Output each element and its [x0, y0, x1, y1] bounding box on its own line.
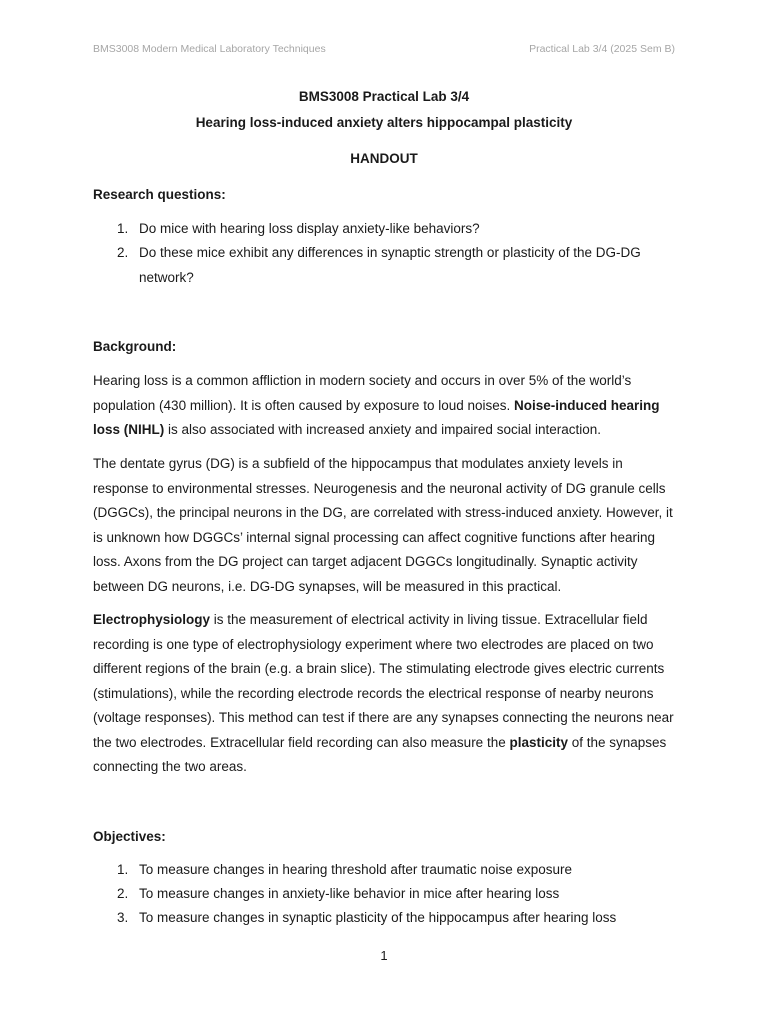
- paragraph-text: is the measurement of electrical activity in living tissue. Extracellular field recording is one type of electrophysiology experiment where two electrodes are placed on two different regions of the brain (e.g. a brain slice). The stimulating electrode gives electric currents (stimulations), while the recording electrode records the electrical response of nearby neurons (voltage responses). This method can test if there are any synapses connecting the neurons near the two electrodes. Extracellular field recording can also measure the: [93, 612, 674, 750]
- list-text: Do these mice exhibit any differences in synaptic strength or plasticity of the DG-DG network?: [139, 245, 641, 285]
- doc-handout-label: HANDOUT: [350, 151, 418, 166]
- page-number: 1: [380, 948, 388, 963]
- paragraph-text: Hearing loss is a common affliction in modern society and occurs in over 5% of the world’s population (430 million). It is often caused by exposure to loud noises.: [93, 373, 632, 413]
- bold-term-nihl: Noise-induced hearing loss (NIHL): [93, 397, 660, 437]
- paragraph-text: of the synapses connecting the two areas.: [93, 734, 667, 774]
- list-number: 3.: [117, 910, 129, 925]
- list-text: To measure changes in synaptic plasticity of the hippocampus after hearing loss: [139, 910, 617, 925]
- bold-term-electrophysiology: Electrophysiology: [93, 612, 211, 627]
- background-paragraph-1: [93, 369, 678, 443]
- list-number: 1.: [117, 221, 129, 236]
- background-paragraph-3: [93, 608, 678, 780]
- background-paragraph-2: The dentate gyrus (DG) is a subfield of the hippocampus that modulates anxiety levels in response to environmental stresses. Neurogenesis and the neuronal activity of DG granule cells (DGGCs), the principal neurons in the DG, are correlated with stress-induced anxiety. However, it is unknown how DGGCs’ internal signal processing can affect cognitive functions after hearing loss. Axons from the DG project can target adjacent DGGCs longitudinally. Synaptic activity between DG neurons, i.e. DG-DG synapses, will be measured in this practical.: [93, 456, 673, 594]
- list-text: Do mice with hearing loss display anxiety-like behaviors?: [139, 221, 480, 236]
- running-header-lab: Practical Lab 3/4 (2025 Sem B): [529, 43, 675, 55]
- list-number: 2.: [117, 245, 129, 260]
- running-header-course: BMS3008 Modern Medical Laboratory Techniques: [93, 43, 326, 55]
- objectives-heading: Objectives:: [93, 829, 166, 844]
- paragraph-text: is also associated with increased anxiety and impaired social interaction.: [164, 422, 601, 437]
- doc-subtitle: Hearing loss-induced anxiety alters hippocampal plasticity: [195, 115, 573, 130]
- doc-title: BMS3008 Practical Lab 3/4: [298, 89, 470, 104]
- list-text: To measure changes in hearing threshold after traumatic noise exposure: [139, 862, 572, 877]
- list-text: To measure changes in anxiety-like behavior in mice after hearing loss: [139, 886, 560, 901]
- research-questions-heading: Research questions:: [93, 187, 226, 202]
- list-number: 1.: [117, 862, 129, 877]
- list-number: 2.: [117, 886, 129, 901]
- background-heading: Background:: [93, 339, 177, 354]
- bold-term-plasticity: plasticity: [509, 734, 568, 750]
